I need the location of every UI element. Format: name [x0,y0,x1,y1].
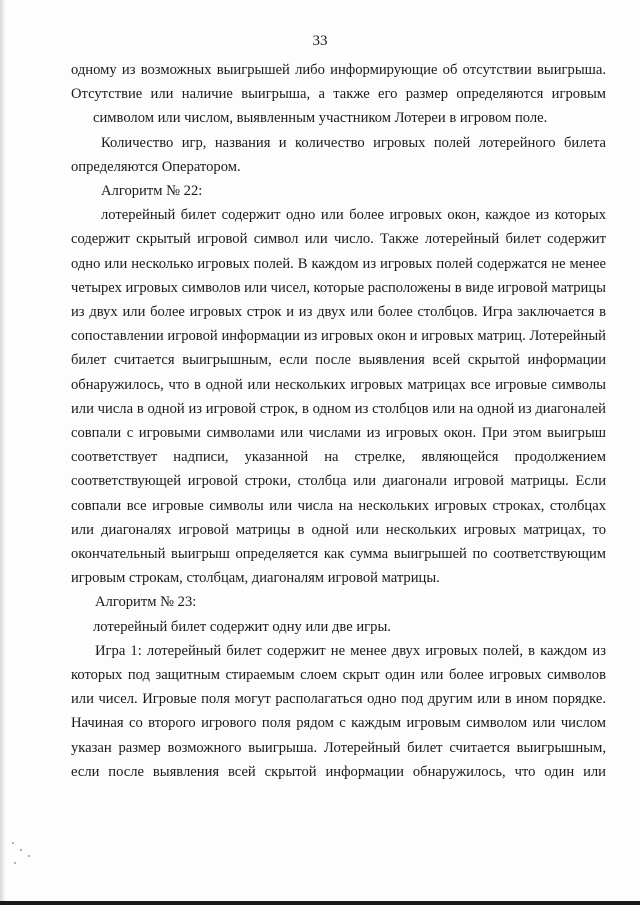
text-line: сопоставлении игровой информации из игровых окон и игровых матриц. Лотерейный [71,328,606,345]
text-line: соответствующей игровой строки, столбца или диагонали игровой матрицы. Если [71,473,606,490]
text-line: содержит скрытый игровой символ или число. Также лотерейный билет содержит [71,231,606,248]
algorithm-heading: Алгоритм № 22: [101,183,203,200]
text-line: лотерейный билет содержит одну или две игры. [93,618,391,635]
text-line: Игра 1: лотерейный билет содержит не менее двух игровых полей, в каждом из [95,642,606,659]
text-line: соответствует надписи, указанной на стрелке, являющейся продолжением [71,449,606,466]
text-line: билет считается выигрышным, если после выявления всей скрытой информации [71,352,606,369]
text-line: если после выявления всей скрытой информации обнаружилось, что один или [71,763,606,780]
text-line: обнаружилось, что в одной или нескольких игровых матрицах все игровые символы [71,376,606,393]
text-line: четырех игровых символов или чисел, которые расположены в виде игровой матрицы [71,279,606,296]
scan-bottom-edge [0,901,640,905]
text-line: из двух или более игровых строк и из двух или более столбцов. Игра заключается в [71,304,606,321]
text-line: лотерейный билет содержит одно или более игровых окон, каждое из которых [101,207,606,224]
text-line: или чисел. Игровые поля могут располагаться одно под другим или в ином порядке. [71,691,606,708]
text-line: которых под защитным стираемым слоем скрыт один или более игровых символов [71,667,606,684]
scan-noise-marks [8,840,38,870]
text-line: окончательный выигрыш определяется как сумма выигрышей по соответствующим [71,546,606,563]
text-line: или числа в одной из игровой строк, в одном из столбцов или на одной из диагоналей [71,400,606,417]
text-line: Количество игр, названия и количество игровых полей лотерейного билета [101,134,606,151]
text-line: одному из возможных выигрышей либо информирующие об отсутствии выигрыша. [71,62,606,78]
scan-edge-shadow [0,0,6,905]
text-line: символом или числом, выявленным участником Лотереи в игровом поле. [93,110,548,127]
algorithm-heading: Алгоритм № 23: [95,594,197,611]
page-number: 33 [312,33,328,49]
text-line: совпали с игровыми символами или числами из игровых окон. При этом выигрыш [71,425,606,442]
text-line: или диагоналях игровой матрицы в одной или нескольких игровых матрицах, то [71,521,606,538]
text-line: указан размер возможного выигрыша. Лотерейный билет считается выигрышным, [71,739,606,756]
document-body [71,58,606,784]
text-line: одно или несколько игровых полей. В каждом из игровых полей содержатся не менее [71,255,606,272]
text-line: совпали все игровые символы или числа на нескольких игровых строках, столбцах [71,497,606,514]
text-line: определяются Оператором. [71,158,241,175]
text-line: игровым строкам, столбцам, диагоналям игровой матрицы. [71,570,440,587]
text-line: Отсутствие или наличие выигрыша, а также его размер определяются игровым [71,86,606,103]
text-line: Начиная со второго игрового поля рядом с каждым игровым символом или числом [71,715,606,732]
